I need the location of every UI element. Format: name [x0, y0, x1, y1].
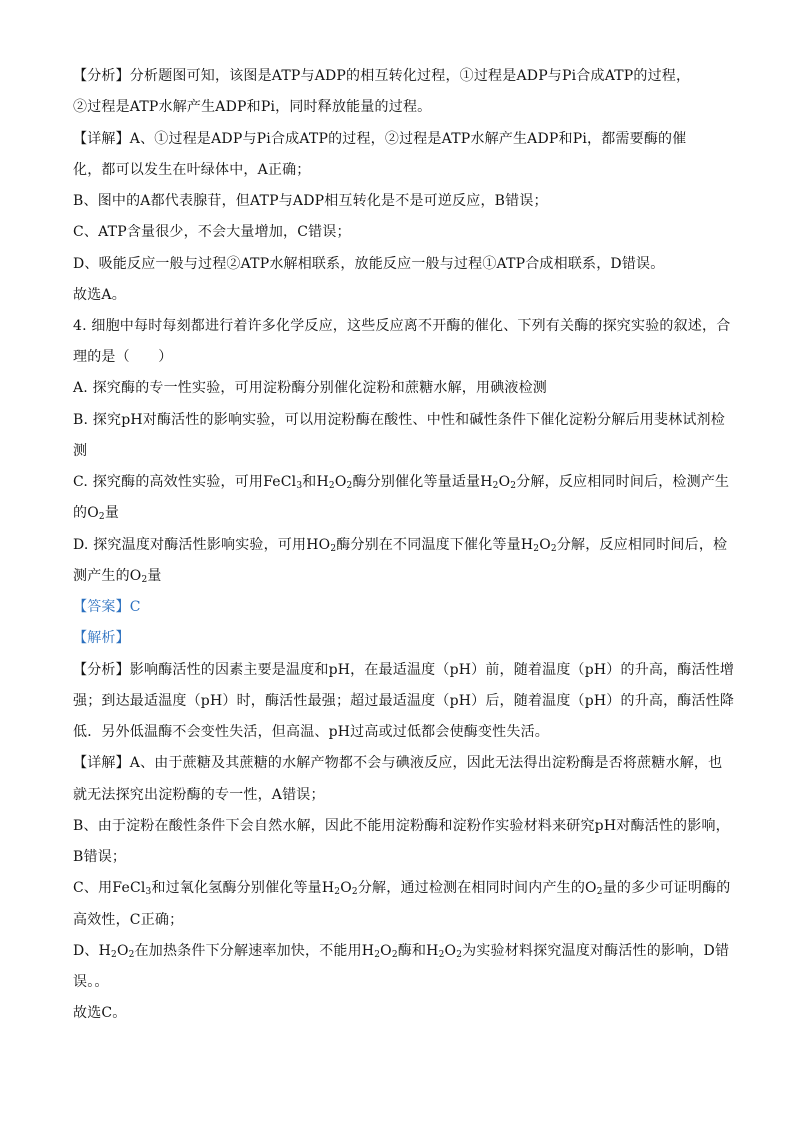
text-line: C、ATP含量很少，不会大量增加，C错误； — [73, 224, 351, 240]
text-line: 故选A。 — [73, 287, 126, 303]
detail-d: D、$H_2O_2$在加热条件下分解速率加快，不能用$H_2O_2$酶和$H_2O_2$为实验材料探究温度对酶活性的影响，D错 — [73, 943, 730, 960]
text-line: B、图中的A都代表腺苷，但ATP与ADP相互转化是不是可逆反应，B错误； — [73, 193, 548, 209]
option-d: D. 探究温度对酶活性影响实验，可用$HO_2$酶分别在不同温度下催化等量$H_2O_2$分解，反应相同时间后，检 — [73, 537, 728, 554]
text-line: 【详解】A、由于蔗糖及其蔗糖的水解产物都不会与碘液反应，因此无法得出淀粉酶是否将蔗糖水解，也 — [73, 755, 723, 771]
question-stem: 4. 细胞中每时每刻都进行着许多化学反应，这些反应离不开酶的催化、下列有关酶的探究实验的叙述，合 — [73, 318, 731, 334]
text-line: B错误； — [73, 849, 127, 865]
text-line: 化，都可以发生在叶绿体中，A正确； — [73, 162, 311, 178]
detail-c: C、用FeCl$_3$和过氧化氢酶分别催化等量$H_2O_2$分解，通过检测在相同时间内产生的$O_2$量的多少可证明酶的 — [73, 880, 731, 897]
option-c: C. 探究酶的高效性实验，可用FeCl$_3$和$H_2O_2$酶分别催化等量适量$H_2O_2$分解，反应相同时间后，检测产生 — [73, 474, 730, 491]
option-c: 的$O_2$量 — [73, 505, 120, 522]
text-line: 【详解】A、①过程是ADP与Pi合成ATP的过程，②过程是ATP水解产生ADP和Pi，都需要酶的催 — [73, 131, 687, 147]
text-line: B、由于淀粉在酸性条件下会自然水解，因此不能用淀粉酶和淀粉作实验材料来研究pH对酶活性的影响， — [73, 818, 730, 834]
analysis-heading: 【解析】 — [73, 630, 130, 646]
answer-label: 【答案】C — [73, 599, 141, 615]
text-line: D、吸能反应一般与过程②ATP水解相联系，放能反应一般与过程①ATP合成相联系，D错误。 — [73, 256, 665, 272]
option-b: B. 探究pH对酶活性的影响实验，可以用淀粉酶在酸性、中性和碱性条件下催化淀粉分解后用斐林试剂检 — [73, 412, 725, 428]
option-d: 测产生的$O_2$量 — [73, 568, 162, 585]
detail-c: 高效性，C正确； — [73, 912, 184, 928]
question-stem: 理的是（ ） — [73, 349, 173, 365]
text-line: 就无法探究出淀粉酶的专一性，A错误； — [73, 787, 325, 803]
text-line: 【分析】影响酶活性的因素主要是温度和pH，在最适温度（pH）前，随着温度（pH）的升高，酶活性增 — [73, 662, 735, 678]
text-line: ②过程是ATP水解产生ADP和Pi，同时释放能量的过程。 — [73, 99, 432, 115]
option-b: 测 — [73, 443, 88, 459]
text-line: 低．另外低温酶不会变性失活，但高温、pH过高或过低都会使酶变性失活。 — [73, 724, 549, 740]
text-line: 强；到达最适温度（pH）时，酶活性最强；超过最适温度（pH）后，随着温度（pH）的升高，酶活性降 — [73, 693, 735, 709]
detail-d: 误。。 — [73, 974, 109, 990]
option-a: A. 探究酶的专一性实验，可用淀粉酶分别催化淀粉和蔗糖水解，用碘液检测 — [73, 380, 548, 396]
text-line: 【分析】分析题图可知，该图是ATP与ADP的相互转化过程，①过程是ADP与Pi合成ATP的过程， — [73, 68, 691, 84]
final-answer: 故选C。 — [73, 1005, 127, 1021]
